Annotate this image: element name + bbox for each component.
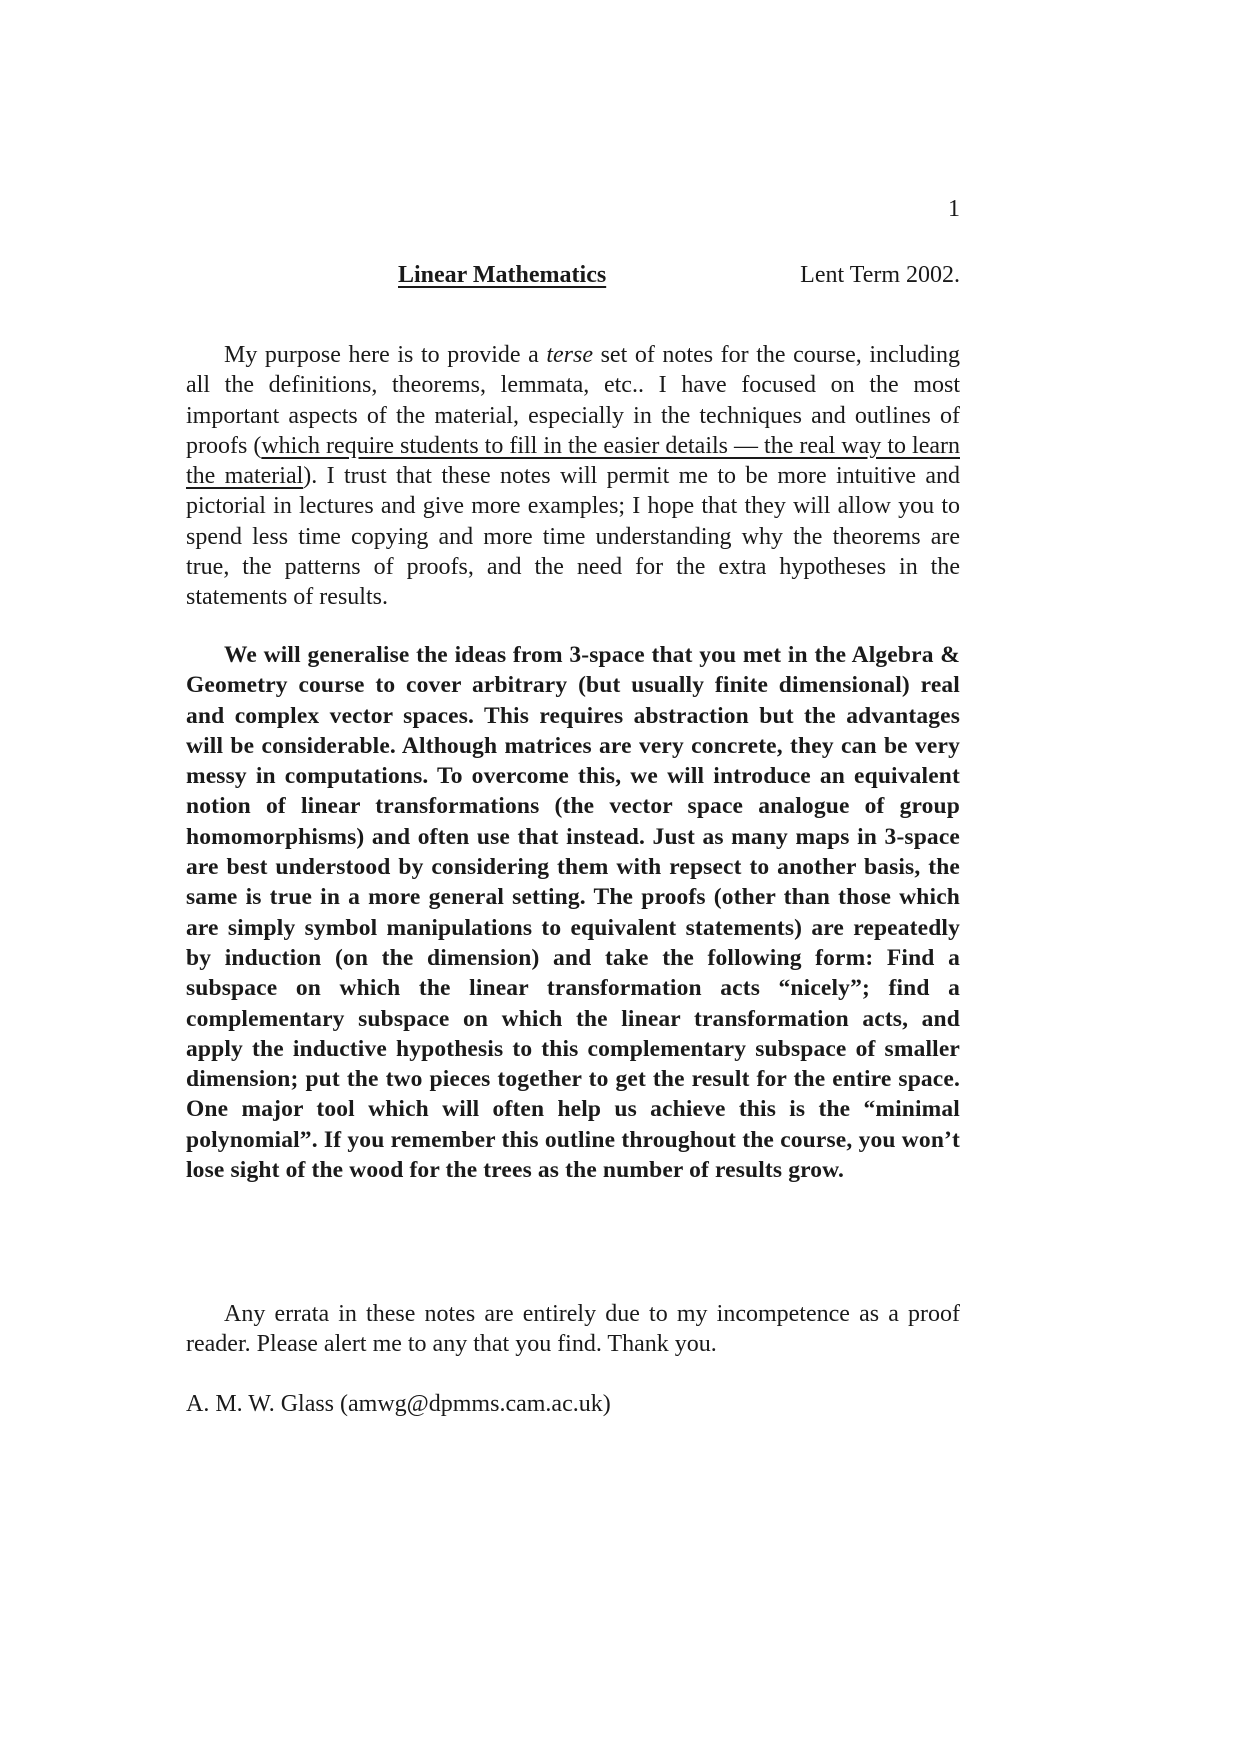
errata-paragraph: Any errata in these notes are entirely due to my incompetence as a proof reader. Please alert me to any that you find. Thank you. — [186, 1301, 960, 1358]
document-header — [186, 262, 960, 294]
intro-underlined-text: which require students to fill in the easier details — the real way to learn the material — [186, 432, 960, 490]
author-signature: A. M. W. Glass (amwg@dpmms.cam.ac.uk) — [186, 1391, 611, 1417]
intro-paragraph — [186, 340, 960, 613]
page-number: 1 — [948, 196, 960, 222]
outline-paragraph: We will generalise the ideas from 3-space that you met in the Algebra & Geometry course to cover arbitrary (but usually finite dimensional) real and complex vector spaces. This requires abstraction but the advantages will be considerable. Although matrices are very concrete, they can be very messy in computations. To overcome this, we will introduce an equivalent notion of linear transformations (the vector space analogue of group homomorphisms) and often use that instead. Just as many maps in 3-space are best understood by considering them with repsect to another basis, the same is true in a more general setting. The proofs (other than those which are simply symbol manipulations to equivalent statements) are repeatedly by induction (on the dimension) and take the following form: Find a subspace on which the linear transformation acts “nicely”; find a complementary subspace on which the linear transformation acts, and apply the inductive hypothesis to this complementary subspace of smaller dimension; put the two pieces together to get the result for the entire space. One major tool which will often help us achieve this is the “minimal polynomial”. If you remember this outline throughout the course, you won’t lose sight of the wood for the trees as the number of results grow. — [186, 642, 960, 1184]
intro-text-3: ). I trust that these notes will permit me to be more intuitive and pictorial in lectures and give more examples; I hope that they will allow you to spend less time copying and more time understanding why the theorems are true, the patterns of proofs, and the need for the extra hypotheses in the statements of results. — [186, 463, 960, 611]
intro-emphasis: terse — [546, 342, 593, 368]
intro-text-2: set of notes for the course, including all the definitions, theorems, lemmata, etc.. I have focused on the most important aspects of the material, especially in the techniques and outlines of proofs ( — [186, 342, 960, 459]
term-label: Lent Term 2002. — [800, 262, 960, 288]
document-title: Linear Mathematics — [398, 262, 607, 288]
intro-text-1: My purpose here is to provide a — [224, 342, 547, 368]
